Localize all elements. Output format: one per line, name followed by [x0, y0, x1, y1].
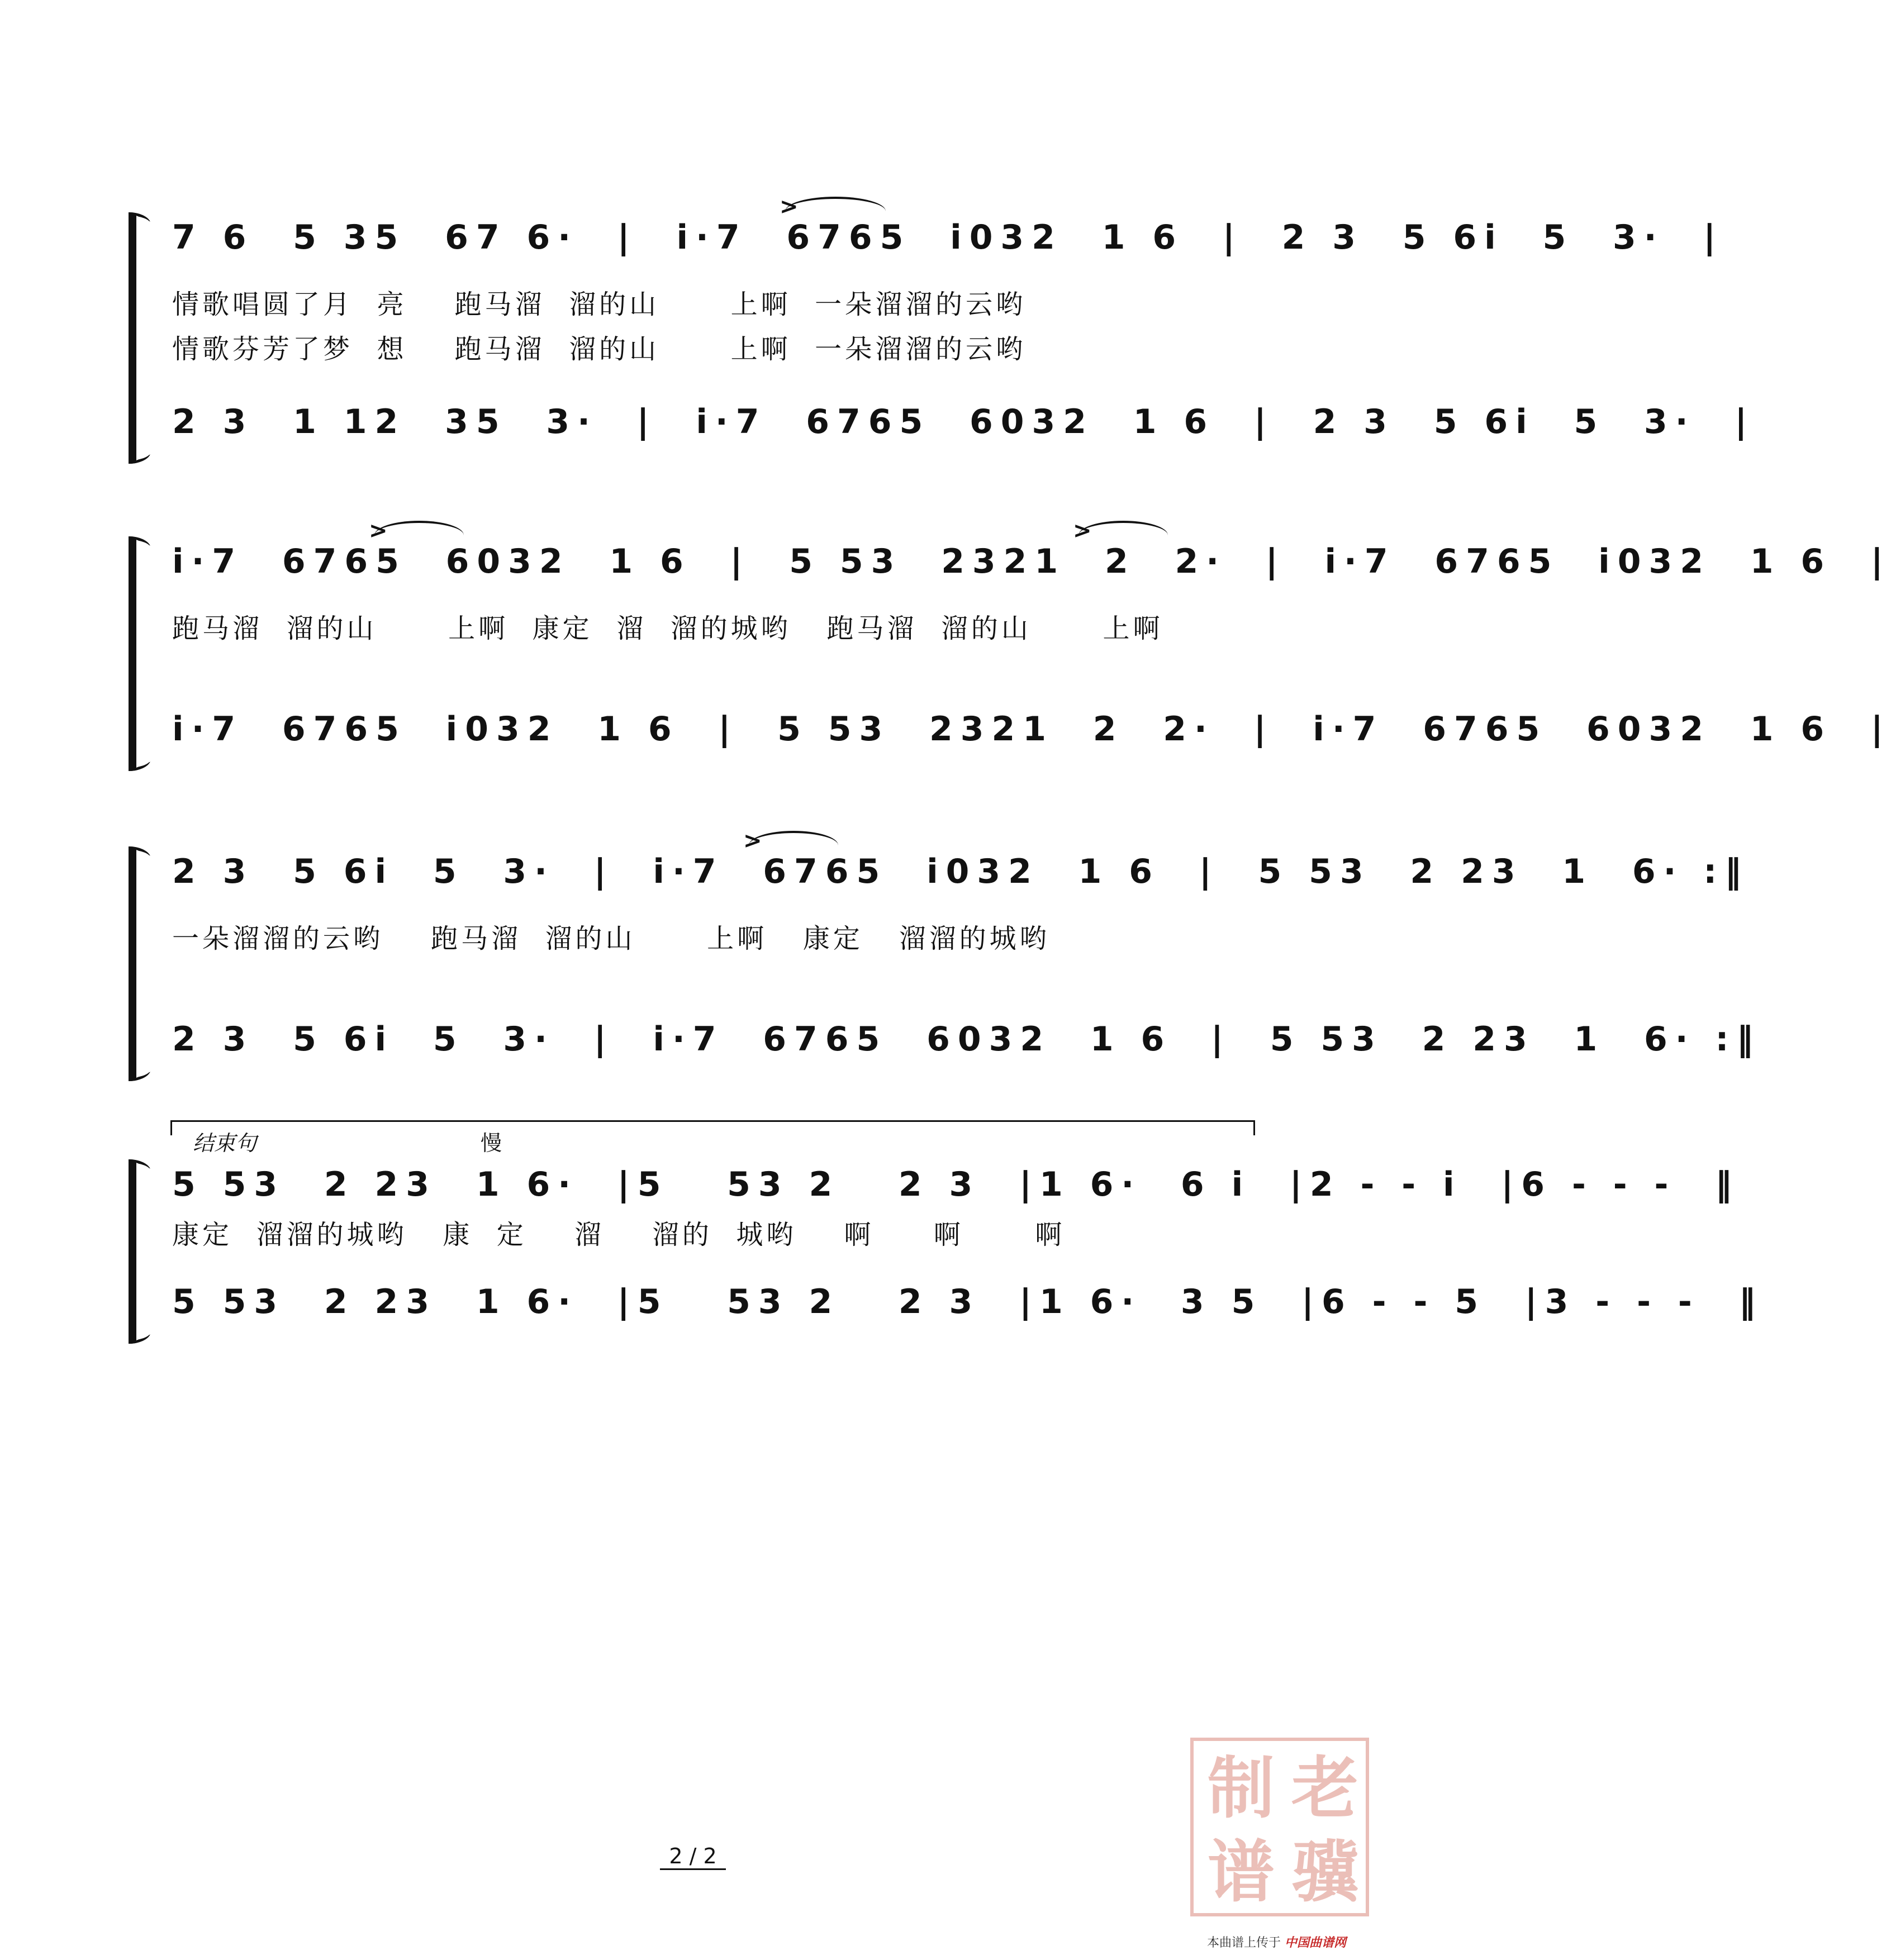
- accent-mark: >: [743, 828, 762, 854]
- brace-top: [129, 212, 151, 225]
- lower-staff-notes: 2 3 1 12 35 3· | i·7 6765 6032 1 6 | 2 3 5 6i 5 3· |: [172, 402, 1755, 441]
- upper-staff-notes: i·7 6765 6032 1 6 | 5 53 2321 2 2· | i·7 6765 i032 1 6 |: [172, 542, 1891, 581]
- slur: [785, 197, 886, 211]
- seal-stamp: [1190, 1738, 1369, 1916]
- upper-staff: [172, 846, 1750, 897]
- accent-mark: >: [780, 194, 799, 220]
- lower-staff: [172, 1277, 1764, 1327]
- slur: [374, 521, 464, 535]
- brace-bottom: [129, 759, 151, 771]
- brace: [129, 852, 136, 1076]
- brace-top: [129, 846, 151, 859]
- upper-staff: [172, 1159, 1740, 1210]
- brace-bottom: [129, 451, 151, 464]
- upper-staff-notes: 7 6 5 35 67 6· | i·7 6765 i032 1 6 | 2 3 5 6i 5 3· |: [172, 218, 1724, 257]
- lyrics-verse-2: 情歌芬芳了梦 想 跑马溜 溜的山 上啊 一朵溜溜的云哟: [172, 334, 1027, 365]
- brace: [129, 542, 136, 765]
- tempo-mark: 慢: [481, 1131, 502, 1155]
- lower-staff-notes: 5 53 2 23 1 6· |5 53 2 2 3 |1 6· 3 5 |6 - - 5 |3 - - - ‖: [172, 1282, 1764, 1321]
- lower-staff: [172, 704, 1891, 754]
- accent-mark: >: [1073, 518, 1092, 544]
- lower-staff: [172, 397, 1755, 447]
- lower-staff-notes: i·7 6765 i032 1 6 | 5 53 2321 2 2· | i·7 6765 6032 1 6 |: [172, 710, 1891, 749]
- upper-staff-notes: 2 3 5 6i 5 3· | i·7 6765 i032 1 6 | 5 53 2 23 1 6· :‖: [172, 852, 1750, 891]
- accent-mark: >: [369, 518, 388, 544]
- lower-staff: [172, 1014, 1761, 1064]
- slur: [749, 831, 838, 845]
- footer-note: [1207, 1933, 1346, 1951]
- upper-staff: [172, 536, 1891, 587]
- upper-staff-notes: 5 53 2 23 1 6· |5 53 2 2 3 |1 6· 6 i |2 - - i |6 - - - ‖: [172, 1165, 1740, 1204]
- brace-bottom: [129, 1331, 151, 1344]
- upper-staff: [172, 212, 1724, 263]
- stamp-char: 制: [1208, 1749, 1275, 1828]
- system-1: [129, 194, 1755, 464]
- lyrics-verse-1: 跑马溜 溜的山 上啊 康定 溜 溜的城哟 跑马溜 溜的山 上啊: [172, 613, 1163, 644]
- brace-top: [129, 1159, 151, 1172]
- brace-top: [129, 536, 151, 549]
- lyrics-verse-1: 一朵溜溜的云哟 跑马溜 溜的山 上啊 康定 溜溜的城哟: [172, 923, 1050, 954]
- stamp-char: 谱: [1208, 1833, 1275, 1911]
- ending-bracket: [170, 1120, 1255, 1135]
- lower-staff-notes: 2 3 5 6i 5 3· | i·7 6765 6032 1 6 | 5 53 2 23 1 6· :‖: [172, 1020, 1761, 1059]
- brace: [129, 218, 136, 458]
- page-number: [0, 1844, 1386, 1868]
- system-4: [129, 1159, 1764, 1344]
- footer-site-link[interactable]: 中国曲谱网: [1285, 1936, 1347, 1950]
- system-3: [129, 828, 1761, 1081]
- brace-bottom: [129, 1069, 151, 1081]
- stamp-char: 骥: [1291, 1833, 1358, 1911]
- slur: [1078, 521, 1168, 535]
- lyrics-verse-1: 情歌唱圆了月 亮 跑马溜 溜的山 上啊 一朵溜溜的云哟: [172, 289, 1027, 320]
- stamp-char: 老: [1291, 1749, 1358, 1828]
- footer-prefix: 本曲谱上传于: [1207, 1936, 1281, 1950]
- page-number-text: 2 / 2: [660, 1844, 725, 1870]
- ending-label: 结束句: [193, 1131, 257, 1155]
- brace: [129, 1165, 136, 1338]
- system-2: [129, 518, 1891, 771]
- lyrics-verse-1: 康定 溜溜的城哟 康 定 溜 溜的 城哟 啊 啊 啊: [172, 1219, 1066, 1250]
